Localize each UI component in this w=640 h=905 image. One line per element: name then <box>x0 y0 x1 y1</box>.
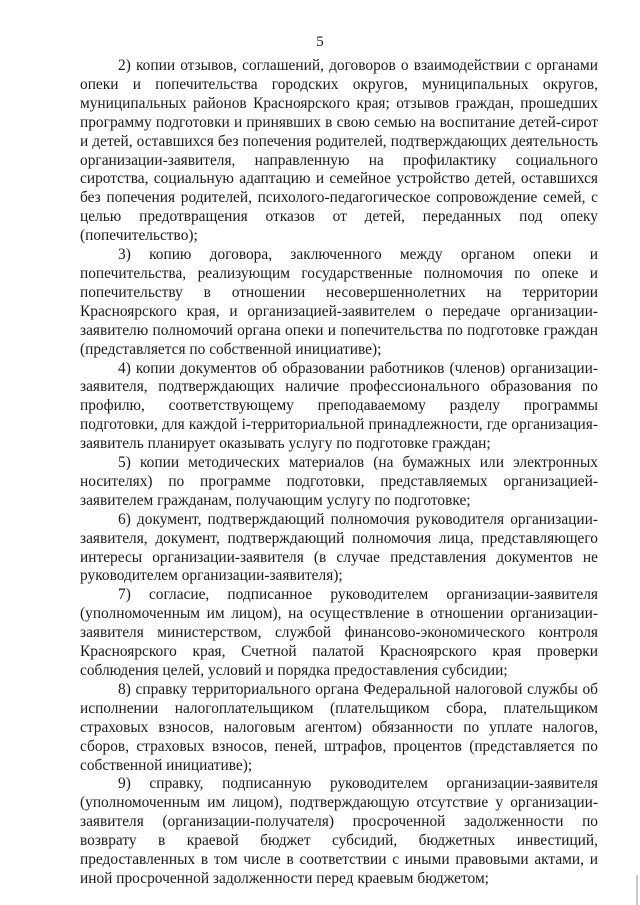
document-body <box>80 57 598 889</box>
list-item-9: 9) справку, подписанную руководителем организации-заявителя (уполномоченным им лицом), подтверждающую отсутствие у организации-заявителя (организации-получателя) просроченной задолженности по возврату в краевой бюджет субсидий, бюджетных инвестиций, предоставленных в том числе в соответствии с иными правовыми актами, и иной просроченной задолженности перед краевым бюджетом; <box>80 775 598 887</box>
list-item-3: 3) копию договора, заключенного между органом опеки и попечительства, реализующим государственные полномочия по опеке и попечительству в отношении несовершеннолетних на территории Красноярского края, и организацией-заявителем о передаче организации-заявителю полномочий органа опеки и попечительства по подготовке граждан (представляется по собственной инициативе); <box>80 246 598 358</box>
list-item-6: 6) документ, подтверждающий полномочия руководителя организации-заявителя, документ, подтверждающий полномочия лица, представляющего интересы организации-заявителя (в случае представления документов не руководителем организации-заявителя); <box>80 510 598 585</box>
scan-edge-mark <box>636 875 638 905</box>
list-item-5: 5) копии методических материалов (на бумажных или электронных носителях) по программе подготовки, представляемых организацией-заявителем гражданам, получающим услугу по подготовке; <box>80 454 598 509</box>
list-item-8: 8) справку территориального органа Федеральной налоговой службы об исполнении налогоплательщиком (плательщиком сбора, плательщиком страховых взносов, налоговым агентом) обязанности по уплате налогов, сборов, страховых взносов, пеней, штрафов, процентов (представляется по собственной инициативе); <box>80 680 598 774</box>
list-item-4: 4) копии документов об образовании работников (членов) организации-заявителя, подтверждающих наличие профессионального образования по профилю, соответствующему преподаваемому разделу программы подготовки, для каждой i-территориальной принадлежности, где организация-заявитель планирует оказывать услугу по подготовке граждан; <box>80 359 598 453</box>
list-item-2: 2) копии отзывов, соглашений, договоров о взаимодействии с органами опеки и попечительства городских округов, муниципальных округов, муниципальных районов Красноярского края; отзывов граждан, прошедших программу подготовки и принявших в свою семью на воспитание детей-сирот и детей, оставшихся без попечения родителей, подтверждающих деятельность организации-заявителя, направленную на профилактику социального сиротства, социальную адаптацию и семейное устройство детей, оставшихся без попечения родителей, психолого-педагогическое сопровождение семей, с целью предотвращения отказов от детей, переданных под опеку (попечительство); <box>80 57 598 245</box>
list-item-7: 7) согласие, подписанное руководителем организации-заявителя (уполномоченным им лицом), на осуществление в отношении организации-заявителя министерством, службой финансово-экономического контроля Красноярского края, Счетной палатой Красноярского края проверки соблюдения целей, условий и порядка предоставления субсидии; <box>80 586 598 679</box>
page-number: 5 <box>316 34 324 50</box>
